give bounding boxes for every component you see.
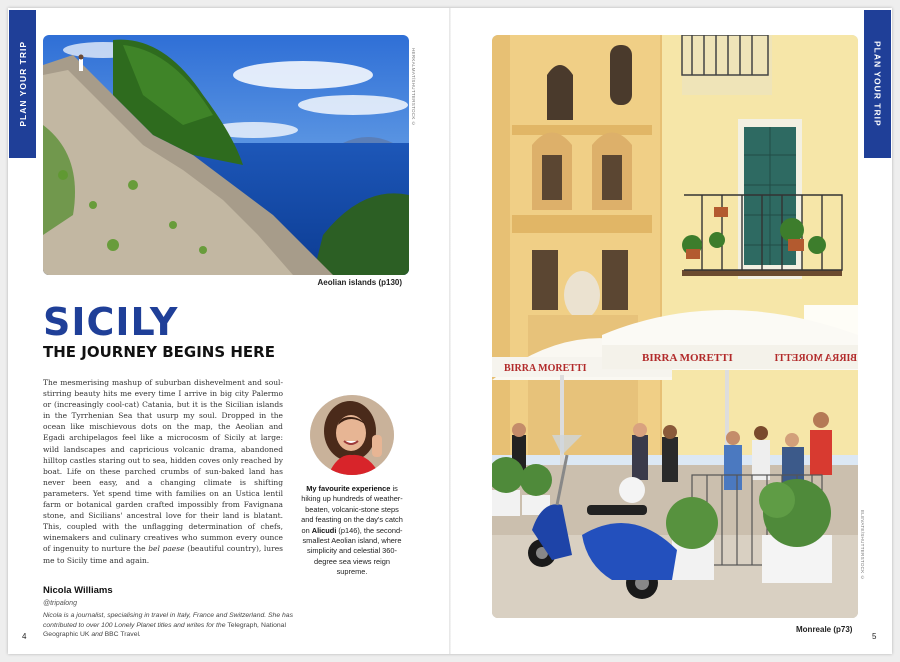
page-title: SICILY — [43, 300, 179, 344]
intro-text-part-2: (beautiful country), lures me to Sicily time and again. — [43, 544, 283, 565]
author-avatar — [310, 395, 394, 475]
page-subtitle: THE JOURNEY BEGINS HERE — [43, 343, 275, 361]
favourite-experience-text — [300, 484, 404, 578]
photo-caption-aeolian: Aeolian islands (p130) — [317, 278, 402, 287]
page-number-right: 5 — [872, 632, 877, 641]
bio-text-1: Nicola is a journalist, specialising in travel in Italy, France and Switzerland. She has contributed to over 100 Lonely Planet titles and writes for the — [43, 612, 293, 629]
bio-publication-bbc: BBC Travel — [104, 631, 139, 639]
fav-text-2: (p146), the second-smallest Aeolian island, where simplicity and celestial 360-degree sea views reign supreme. — [302, 525, 403, 577]
fav-heading: My favourite experience — [306, 484, 391, 493]
umbrella-brand-right: BIRRA MORETTI — [774, 353, 857, 364]
side-tab-right — [864, 10, 891, 158]
bio-text-4: . — [138, 631, 141, 639]
bio-publication-telegraph: Telegraph — [227, 621, 258, 629]
monreale-cafe-photo — [492, 35, 858, 618]
bio-publication-natgeo: National Geographic UK — [43, 621, 286, 639]
photo-caption-monreale: Monreale (p73) — [796, 625, 853, 634]
bio-text-2: , — [257, 621, 262, 629]
side-tab-left — [9, 10, 36, 158]
umbrella-brand-front: BIRRA MORETTI — [642, 352, 733, 364]
photo-credit-right: ELEVATE/SHUTTERSTOCK © — [860, 510, 865, 581]
page-gutter — [449, 8, 451, 654]
photo-credit-top: HERKALMAT/SHUTTERSTOCK © — [411, 48, 416, 127]
aeolian-islands-photo — [43, 35, 409, 275]
fav-text-1: is hiking up hundreds of weather-beaten, volcanic-stone steps and feasting on the day's catch on — [301, 484, 403, 535]
bio-text-3: and — [89, 631, 105, 639]
author-handle: @tripalong — [43, 600, 77, 607]
intro-text-emphasis: bel paese — [148, 544, 185, 554]
intro-text-part-1: The mesmerising mashup of suburban dishevelment and soul-stirring beauty hits me every time I arrive in big city Palermo or (increasingly cool-cat) Catania, but it is the Sicilian islands in the Tyrrhenian Sea that usurp my soul. Dropped in the ocean like mischievous dots on the map, the Aeolian and Egadi archipelagos feel like a microcosm of Sicily at large: wild landscapes and capricious volcanic drama, abandoned hilltop castles staring out to sea, hidden coves only reached by boat. Life on these parched crumbs of sun-baked land has never been easy, and a changing climate is shifting parameters. Yet spend time with families on an Ustica lentil farm or botanical garden crafted impossibly from Favignana stone, and Sicilians' ancestral love for their land is blatant. This, coupled with the unflagging determination of chefs, winemakers and culinary creatives who summon every ounce of ingenuity to nurture the — [43, 378, 283, 554]
author-bio — [43, 611, 293, 640]
side-tab-left-label: PLAN YOUR TRIP — [17, 41, 28, 127]
umbrella-brand-left: BIRRA MORETTI — [504, 363, 587, 374]
fav-place: Alicudi — [311, 525, 337, 535]
author-name: Nicola Williams — [43, 585, 113, 596]
side-tab-right-label: PLAN YOUR TRIP — [872, 41, 883, 127]
page-number-left: 4 — [22, 632, 27, 641]
intro-paragraph — [43, 377, 283, 566]
